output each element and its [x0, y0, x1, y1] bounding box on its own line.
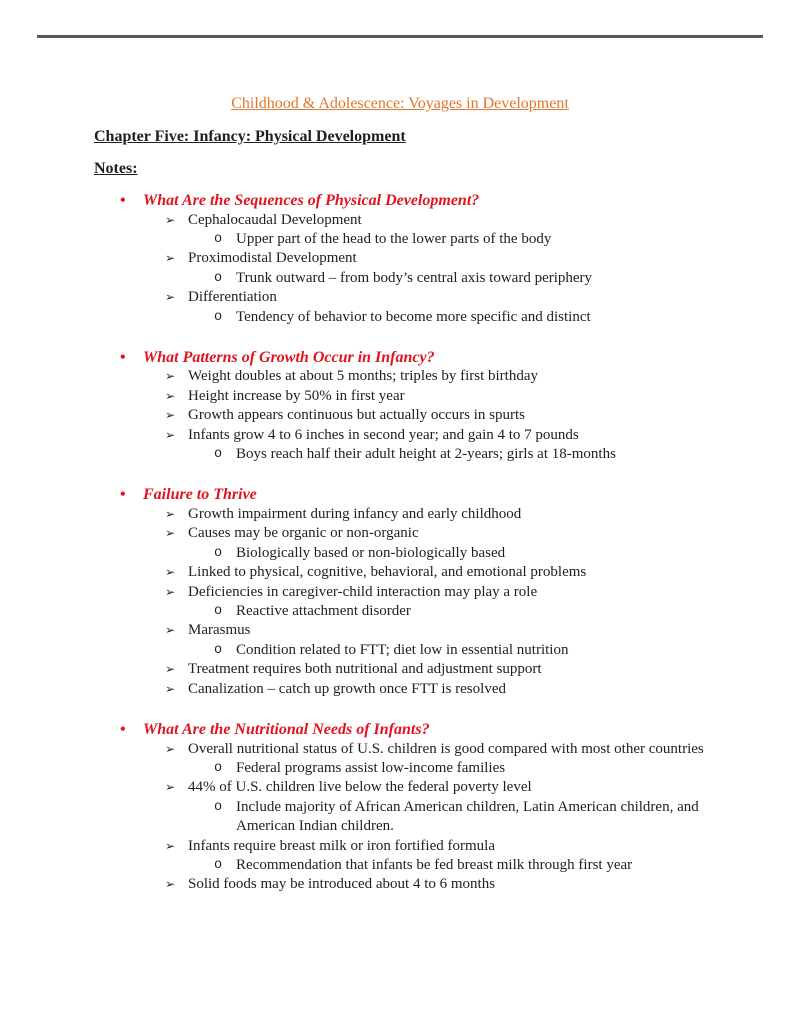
list-item-level1 — [165, 288, 800, 307]
list-item-text: Causes may be organic or non-organic — [188, 525, 419, 542]
circle-bullet-icon: o — [214, 857, 223, 873]
arrowhead-bullet-icon: ➢ — [165, 838, 176, 853]
list-item-level1 — [165, 426, 800, 445]
section-heading-text: What Are the Nutritional Needs of Infants? — [143, 721, 430, 739]
list-item-text: Cephalocaudal Development — [188, 211, 362, 228]
note-section — [0, 191, 800, 327]
list-item-text: Canalization – catch up growth once FTT is resolved — [188, 680, 506, 697]
section-heading-text: What Are the Sequences of Physical Development? — [143, 192, 480, 209]
list-item-level1 — [165, 740, 800, 759]
list-item-text: Marasmus — [188, 622, 251, 639]
notes-heading: Notes: — [94, 160, 138, 177]
list-item-level2 — [214, 544, 800, 563]
note-section — [0, 348, 800, 465]
list-item-text: Recommendation that infants be fed breast milk through first year — [236, 856, 633, 873]
list-item-text: Infants require breast milk or iron fortified formula — [188, 837, 495, 854]
list-item-text: Biologically based or non-biologically based — [236, 544, 506, 561]
list-item-level1 — [165, 211, 800, 230]
note-section — [0, 720, 800, 895]
section-heading — [120, 191, 800, 211]
document-title — [0, 94, 800, 114]
arrowhead-bullet-icon: ➢ — [165, 662, 176, 677]
list-item-level2 — [214, 308, 800, 327]
bullet-icon: • — [120, 721, 126, 739]
list-item-level1 — [165, 505, 800, 524]
list-item-level1 — [165, 249, 800, 268]
circle-bullet-icon: o — [214, 545, 223, 561]
bullet-icon: • — [120, 192, 126, 209]
circle-bullet-icon: o — [214, 309, 223, 325]
list-item-text: Federal programs assist low-income families — [236, 759, 506, 776]
list-item-text: Boys reach half their adult height at 2-years; girls at 18-months — [236, 446, 616, 463]
circle-bullet-icon: o — [214, 760, 223, 776]
circle-bullet-icon: o — [214, 270, 223, 286]
arrowhead-bullet-icon: ➢ — [165, 565, 176, 580]
list-item-text: Linked to physical, cognitive, behavioral, and emotional problems — [188, 564, 587, 581]
chapter-heading: Chapter Five: Infancy: Physical Development — [94, 128, 406, 145]
list-item-text: Weight doubles at about 5 months; triples by first birthday — [188, 368, 538, 385]
list-item-text: Include majority of African American children, Latin American children, and American Indian children. — [236, 798, 699, 835]
arrowhead-bullet-icon: ➢ — [165, 251, 176, 266]
list-item-level2 — [214, 602, 800, 621]
arrowhead-bullet-icon: ➢ — [165, 290, 176, 305]
circle-bullet-icon: o — [214, 447, 223, 463]
list-item-text: Trunk outward – from body’s central axis toward periphery — [236, 269, 593, 286]
list-item-text: Upper part of the head to the lower parts of the body — [236, 230, 552, 247]
list-item-text: Deficiencies in caregiver-child interaction may play a role — [188, 583, 538, 600]
arrowhead-bullet-icon: ➢ — [165, 623, 176, 638]
section-heading-text: Failure to Thrive — [143, 486, 257, 504]
list-item-level1 — [165, 680, 800, 699]
list-item-text: Overall nutritional status of U.S. children is good compared with most other countries — [188, 740, 704, 757]
list-item-level1 — [165, 524, 800, 543]
list-item-text: Differentiation — [188, 289, 277, 306]
arrowhead-bullet-icon: ➢ — [165, 212, 176, 227]
list-item-text: Tendency of behavior to become more specific and distinct — [236, 308, 591, 325]
document-title-link[interactable]: Childhood & Adolescence: Voyages in Development — [231, 95, 569, 112]
circle-bullet-icon: o — [214, 642, 223, 658]
circle-bullet-icon: o — [214, 604, 223, 619]
list-item-text: 44% of U.S. children live below the federal poverty level — [188, 779, 532, 796]
arrowhead-bullet-icon: ➢ — [165, 408, 176, 423]
circle-bullet-icon: o — [214, 231, 223, 247]
list-item-level1 — [165, 778, 800, 797]
list-item-level2 — [214, 269, 800, 288]
list-item-level1 — [165, 875, 800, 894]
list-item-level2 — [214, 641, 800, 660]
list-item-text: Reactive attachment disorder — [236, 603, 411, 619]
list-item-text: Condition related to FTT; diet low in essential nutrition — [236, 641, 569, 658]
bullet-icon: • — [120, 348, 126, 366]
list-item-level1 — [165, 621, 800, 640]
list-item-level1 — [165, 406, 800, 425]
section-heading — [120, 485, 800, 505]
list-item-text: Height increase by 50% in first year — [188, 387, 405, 404]
list-item-text: Infants grow 4 to 6 inches in second year; and gain 4 to 7 pounds — [188, 426, 579, 443]
arrowhead-bullet-icon: ➢ — [165, 780, 176, 795]
note-section — [0, 485, 800, 699]
notes-body — [0, 191, 800, 895]
list-item-level2 — [214, 759, 800, 778]
list-item-level1 — [165, 837, 800, 856]
section-heading-text: What Patterns of Growth Occur in Infancy? — [143, 348, 435, 366]
list-item-text: Proximodistal Development — [188, 250, 357, 267]
list-item-text: Growth appears continuous but actually occurs in spurts — [188, 407, 526, 424]
list-item-level1 — [165, 387, 800, 406]
arrowhead-bullet-icon: ➢ — [165, 427, 176, 442]
list-item-level2 — [214, 230, 800, 249]
circle-bullet-icon: o — [214, 799, 223, 815]
arrowhead-bullet-icon: ➢ — [165, 584, 176, 599]
list-item-level1 — [165, 563, 800, 582]
arrowhead-bullet-icon: ➢ — [165, 526, 176, 541]
section-heading — [120, 720, 800, 740]
list-item-level2 — [214, 856, 800, 875]
list-item-text: Treatment requires both nutritional and adjustment support — [188, 661, 542, 678]
page-top-divider — [37, 35, 763, 38]
arrowhead-bullet-icon: ➢ — [165, 877, 176, 892]
list-item-level1 — [165, 583, 800, 602]
list-item-level1 — [165, 660, 800, 679]
list-item-level2 — [214, 798, 800, 837]
arrowhead-bullet-icon: ➢ — [165, 681, 176, 696]
arrowhead-bullet-icon: ➢ — [165, 506, 176, 521]
list-item-text: Solid foods may be introduced about 4 to 6 months — [188, 876, 496, 893]
list-item-level1 — [165, 367, 800, 386]
bullet-icon: • — [120, 486, 126, 504]
section-heading — [120, 348, 800, 368]
arrowhead-bullet-icon: ➢ — [165, 369, 176, 384]
arrowhead-bullet-icon: ➢ — [165, 741, 176, 756]
list-item-text: Growth impairment during infancy and early childhood — [188, 505, 522, 522]
list-item-level2 — [214, 445, 800, 464]
arrowhead-bullet-icon: ➢ — [165, 388, 176, 403]
